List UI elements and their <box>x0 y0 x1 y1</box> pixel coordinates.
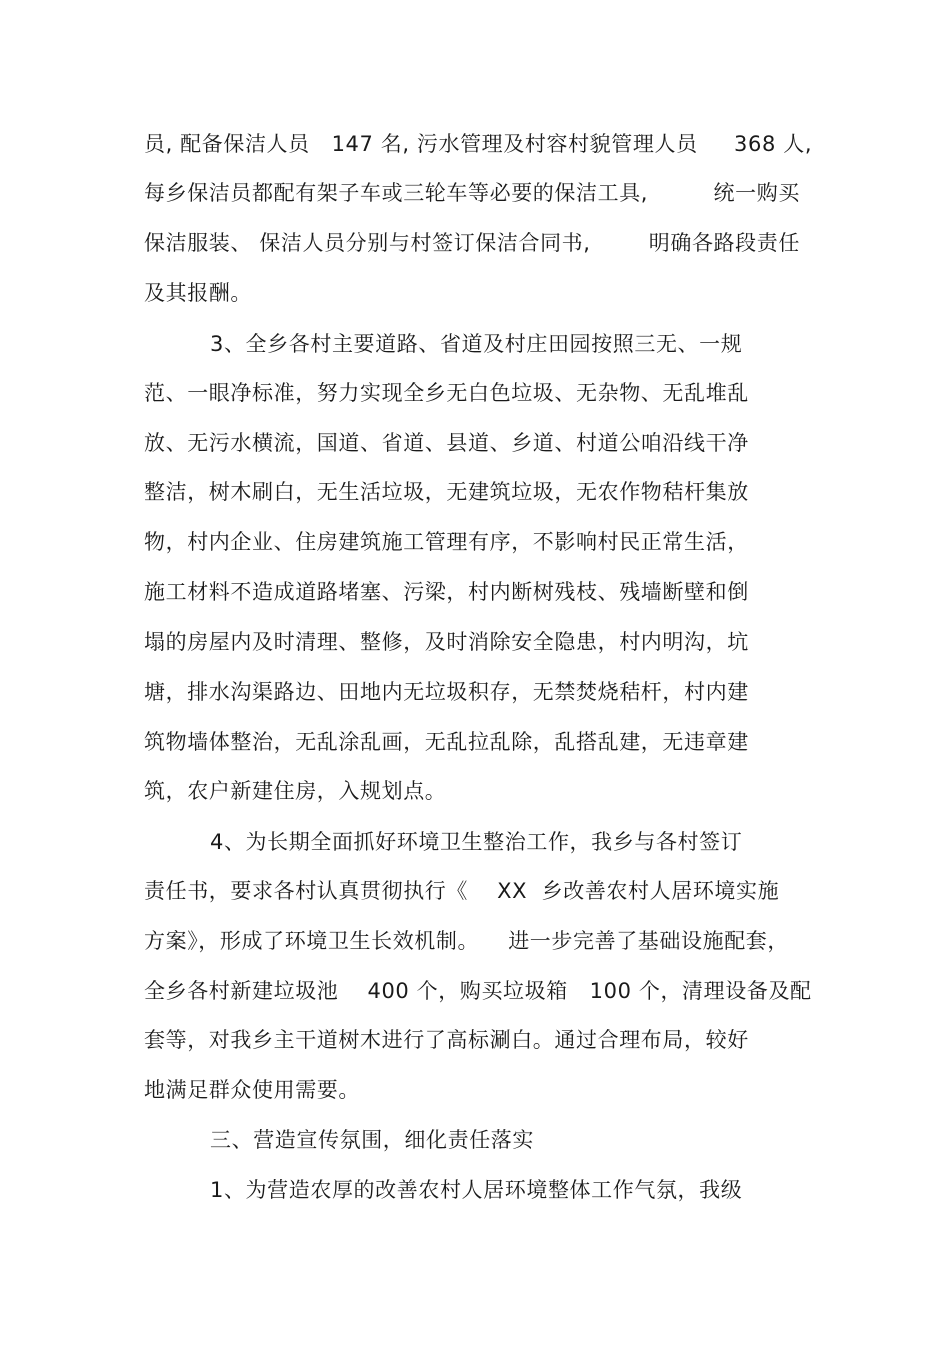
text-line-3: 保洁服装、 保洁人员分别与村签订保洁合同书, 明确各路段责任 <box>144 231 800 255</box>
section-heading: 三、营造宣传氛围，细化责任落实 <box>210 1128 534 1152</box>
text-line-9: 物，村内企业、住房建筑施工管理有序，不影响村民正常生活， <box>144 530 749 554</box>
text-line-7: 放、无污水横流，国道、省道、县道、乡道、村道公咱沿线干净 <box>144 431 749 455</box>
text-line-13: 筑物墙体整治，无乱涂乱画，无乱拉乱除，乱搭乱建，无违章建 <box>144 730 749 754</box>
paragraph-4-start: 4、为长期全面抓好环境卫生整治工作，我乡与各村签订 <box>210 830 743 854</box>
text-line-1: 员, 配备保洁人员 147 名, 污水管理及村容村貌管理人员 368 人, <box>144 132 813 156</box>
text-line-12: 塘，排水沟渠路边、田地内无垃圾积存，无禁焚烧秸杆，村内建 <box>144 680 749 704</box>
text-line-8: 整洁，树木刷白，无生活垃圾，无建筑垃圾，无农作物秸杆集放 <box>144 480 749 504</box>
text-line-6: 范、一眼净标准，努力实现全乡无白色垃圾、无杂物、无乱堆乱 <box>144 381 749 405</box>
text-line-16: 责任书，要求各村认真贯彻执行《 XX 乡改善农村人居环境实施 <box>144 879 780 903</box>
text-line-20: 地满足群众使用需要。 <box>144 1078 360 1102</box>
text-line-14: 筑，农户新建住房，入规划点。 <box>144 779 447 803</box>
text-line-11: 塌的房屋内及时清理、整修，及时消除安全隐患，村内明沟，坑 <box>144 630 749 654</box>
paragraph-section-1-start: 1、为营造农厚的改善农村人居环境整体工作气氛，我级 <box>210 1178 743 1202</box>
text-line-2: 每乡保洁员都配有架子车或三轮车等必要的保洁工具, 统一购买 <box>144 181 800 205</box>
paragraph-3-start: 3、全乡各村主要道路、省道及村庄田园按照三无、一规 <box>210 332 743 356</box>
text-line-4: 及其报酬。 <box>144 281 252 305</box>
text-line-18: 全乡各村新建垃圾池 400 个，购买垃圾箱 100 个，清理设备及配 <box>144 979 812 1003</box>
text-line-19: 套等，对我乡主干道树木进行了高标涮白。通过合理布局，较好 <box>144 1028 749 1052</box>
text-line-17: 方案》，形成了环境卫生长效机制。 进一步完善了基础设施配套， <box>144 929 789 953</box>
text-line-10: 施工材料不造成道路堵塞、污梁，村内断树残枝、残墙断壁和倒 <box>144 580 749 604</box>
